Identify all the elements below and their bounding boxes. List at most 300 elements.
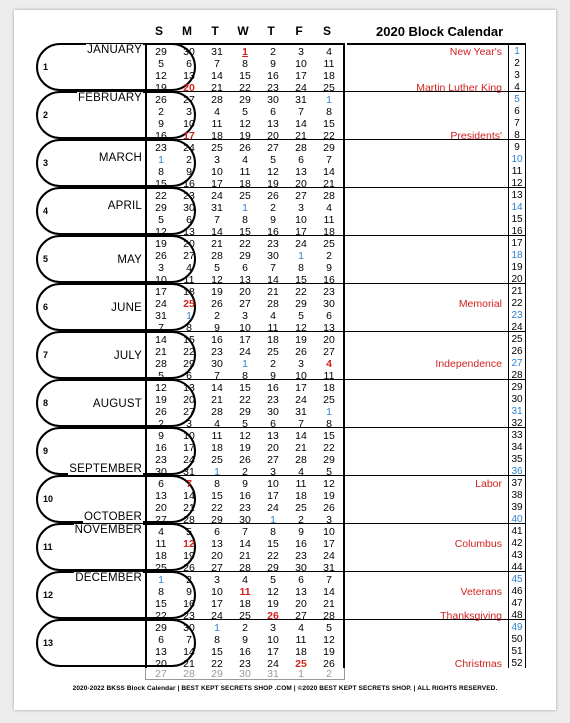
holiday-label: Labor (475, 478, 502, 490)
date-cell: 2 (186, 154, 192, 166)
week-number: 21 (511, 286, 523, 297)
date-cell: 31 (183, 466, 195, 478)
date-cell: 4 (298, 466, 304, 478)
date-cell: 21 (323, 598, 335, 610)
date-cell: 7 (214, 58, 220, 70)
date-cell: 23 (211, 346, 223, 358)
date-cell: 13 (183, 382, 195, 394)
date-cell: 22 (183, 346, 195, 358)
week-number: 22 (511, 298, 523, 309)
date-cell: 20 (323, 334, 335, 346)
block-number: 12 (43, 590, 54, 600)
extra-date-cell: 1 (298, 668, 304, 680)
date-cell: 15 (155, 598, 167, 610)
week-number: 17 (511, 238, 523, 249)
date-cell: 13 (267, 430, 279, 442)
week-number: 4 (514, 82, 520, 93)
date-cell: 21 (155, 346, 167, 358)
date-cell: 29 (267, 562, 279, 574)
date-cell: 13 (295, 586, 307, 598)
date-cell: 8 (186, 322, 192, 334)
week-number: 8 (514, 130, 520, 141)
date-cell: 27 (239, 298, 251, 310)
date-cell: 5 (326, 466, 332, 478)
date-cell: 20 (155, 658, 167, 670)
date-cell: 28 (239, 562, 251, 574)
date-cell: 11 (239, 586, 251, 598)
block-number: 10 (43, 494, 54, 504)
date-cell: 4 (326, 358, 332, 370)
date-cell: 26 (295, 346, 307, 358)
date-cell: 10 (239, 322, 251, 334)
date-cell: 9 (298, 526, 304, 538)
date-cell: 27 (295, 610, 307, 622)
date-cell: 30 (211, 358, 223, 370)
date-cell: 24 (211, 610, 223, 622)
month-label: JULY (113, 350, 142, 362)
block-number: 4 (43, 206, 49, 216)
date-cell: 10 (211, 586, 223, 598)
date-cell: 9 (242, 478, 248, 490)
date-cell: 2 (158, 418, 164, 430)
date-cell: 5 (242, 106, 248, 118)
week-number: 9 (514, 142, 520, 153)
date-cell: 18 (211, 442, 223, 454)
date-cell: 2 (270, 46, 276, 58)
date-cell: 19 (183, 550, 195, 562)
date-cell: 28 (295, 454, 307, 466)
date-cell: 16 (267, 382, 279, 394)
date-cell: 25 (323, 394, 335, 406)
date-cell: 19 (267, 598, 279, 610)
date-cell: 24 (183, 142, 195, 154)
extra-date-cell: 28 (183, 668, 195, 680)
date-cell: 27 (155, 514, 167, 526)
date-cell: 20 (183, 82, 195, 94)
date-cell: 23 (239, 502, 251, 514)
date-cell: 1 (186, 310, 192, 322)
date-cell: 5 (242, 418, 248, 430)
date-cell: 6 (242, 262, 248, 274)
weekday-5: F (295, 24, 303, 38)
date-cell: 29 (155, 46, 167, 58)
week-number: 12 (511, 178, 523, 189)
date-cell: 8 (242, 214, 248, 226)
date-cell: 21 (211, 82, 223, 94)
week-number: 34 (511, 442, 523, 453)
date-cell: 23 (155, 454, 167, 466)
weekday-2: T (211, 24, 219, 38)
holiday-label: Martin Luther King (416, 82, 502, 94)
date-cell: 25 (267, 346, 279, 358)
date-cell: 24 (267, 658, 279, 670)
date-cell: 31 (211, 46, 223, 58)
date-cell: 20 (183, 394, 195, 406)
date-cell: 21 (211, 394, 223, 406)
date-cell: 7 (186, 634, 192, 646)
date-cell: 13 (183, 226, 195, 238)
date-cell: 3 (186, 106, 192, 118)
date-cell: 23 (239, 658, 251, 670)
date-cell: 9 (270, 58, 276, 70)
date-cell: 15 (267, 538, 279, 550)
date-cell: 15 (183, 334, 195, 346)
date-cell: 17 (295, 70, 307, 82)
date-cell: 14 (295, 118, 307, 130)
date-cell: 24 (295, 82, 307, 94)
date-cell: 12 (267, 586, 279, 598)
date-cell: 3 (214, 154, 220, 166)
date-cell: 15 (239, 226, 251, 238)
date-cell: 26 (267, 190, 279, 202)
week-number: 37 (511, 478, 523, 489)
date-cell: 5 (186, 526, 192, 538)
date-cell: 19 (323, 490, 335, 502)
date-cell: 18 (239, 598, 251, 610)
date-cell: 23 (155, 142, 167, 154)
date-cell: 28 (183, 514, 195, 526)
week-number: 24 (511, 322, 523, 333)
date-cell: 14 (183, 646, 195, 658)
date-cell: 23 (183, 190, 195, 202)
date-cell: 6 (186, 58, 192, 70)
date-cell: 3 (298, 46, 304, 58)
date-cell: 3 (158, 262, 164, 274)
date-cell: 20 (155, 502, 167, 514)
date-cell: 6 (158, 634, 164, 646)
date-cell: 11 (155, 538, 167, 550)
date-cell: 1 (326, 94, 332, 106)
month-label: JUNE (111, 302, 142, 314)
date-cell: 8 (242, 58, 248, 70)
date-cell: 25 (323, 82, 335, 94)
date-cell: 12 (211, 274, 223, 286)
date-cell: 29 (155, 202, 167, 214)
date-cell: 19 (239, 130, 251, 142)
date-cell: 7 (242, 526, 248, 538)
date-cell: 22 (239, 82, 251, 94)
date-cell: 9 (186, 166, 192, 178)
date-cell: 12 (155, 226, 167, 238)
date-cell: 29 (295, 298, 307, 310)
week-number: 27 (511, 358, 523, 369)
date-cell: 23 (267, 82, 279, 94)
month-label: JANUARY (87, 44, 142, 56)
date-cell: 27 (267, 142, 279, 154)
week-number: 14 (511, 202, 523, 213)
week-number: 45 (511, 574, 523, 585)
week-number: 29 (511, 382, 523, 393)
date-cell: 12 (323, 634, 335, 646)
date-cell: 3 (242, 310, 248, 322)
date-cell: 15 (323, 430, 335, 442)
date-cell: 13 (267, 118, 279, 130)
date-cell: 17 (211, 598, 223, 610)
date-cell: 24 (267, 502, 279, 514)
date-cell: 3 (298, 202, 304, 214)
calendar-page (14, 10, 556, 710)
date-cell: 31 (295, 406, 307, 418)
date-cell: 8 (270, 526, 276, 538)
date-cell: 26 (239, 454, 251, 466)
date-cell: 1 (158, 154, 164, 166)
week-number: 16 (511, 226, 523, 237)
date-cell: 9 (270, 370, 276, 382)
date-cell: 5 (214, 262, 220, 274)
date-cell: 31 (211, 202, 223, 214)
date-cell: 29 (155, 622, 167, 634)
date-cell: 27 (267, 454, 279, 466)
date-cell: 4 (158, 526, 164, 538)
block-number: 6 (43, 302, 49, 312)
date-cell: 5 (270, 574, 276, 586)
week-number: 44 (511, 562, 523, 573)
date-cell: 14 (323, 166, 335, 178)
date-cell: 26 (239, 142, 251, 154)
date-cell: 29 (239, 406, 251, 418)
date-cell: 30 (183, 46, 195, 58)
date-cell: 30 (295, 562, 307, 574)
holiday-label: Independence (435, 358, 502, 370)
date-cell: 23 (323, 286, 335, 298)
date-cell: 17 (239, 334, 251, 346)
date-cell: 10 (183, 430, 195, 442)
date-cell: 17 (155, 286, 167, 298)
date-cell: 12 (239, 118, 251, 130)
date-cell: 1 (326, 406, 332, 418)
date-cell: 28 (323, 190, 335, 202)
date-cell: 4 (214, 106, 220, 118)
date-cell: 30 (267, 250, 279, 262)
date-cell: 3 (326, 514, 332, 526)
date-cell: 11 (323, 58, 335, 70)
week-number: 2 (514, 58, 520, 69)
date-cell: 9 (326, 262, 332, 274)
extra-date-cell: 27 (155, 668, 167, 680)
date-cell: 21 (267, 286, 279, 298)
date-cell: 10 (295, 370, 307, 382)
date-cell: 22 (267, 550, 279, 562)
week-number: 31 (511, 406, 523, 417)
date-cell: 18 (155, 550, 167, 562)
week-number: 25 (511, 334, 523, 345)
date-cell: 6 (270, 418, 276, 430)
date-cell: 27 (295, 190, 307, 202)
week-number: 6 (514, 106, 520, 117)
date-cell: 30 (239, 514, 251, 526)
date-cell: 3 (214, 574, 220, 586)
date-cell: 11 (211, 118, 223, 130)
block-number: 11 (43, 542, 53, 552)
date-cell: 22 (239, 238, 251, 250)
date-cell: 30 (267, 94, 279, 106)
week-number: 35 (511, 454, 523, 465)
date-cell: 5 (270, 154, 276, 166)
date-cell: 8 (158, 586, 164, 598)
date-cell: 4 (186, 262, 192, 274)
date-cell: 10 (323, 526, 335, 538)
date-cell: 6 (326, 310, 332, 322)
date-cell: 18 (323, 70, 335, 82)
date-cell: 22 (155, 190, 167, 202)
date-cell: 8 (242, 370, 248, 382)
date-cell: 7 (298, 418, 304, 430)
date-cell: 3 (298, 358, 304, 370)
week-number: 30 (511, 394, 523, 405)
date-cell: 20 (239, 286, 251, 298)
date-cell: 17 (183, 442, 195, 454)
holiday-label: Memorial (458, 298, 502, 310)
date-cell: 8 (298, 262, 304, 274)
date-cell: 12 (323, 478, 335, 490)
date-cell: 14 (155, 334, 167, 346)
date-cell: 31 (295, 94, 307, 106)
block-number: 13 (43, 638, 54, 648)
week-number: 20 (511, 274, 523, 285)
date-cell: 11 (239, 166, 251, 178)
block-number: 3 (43, 158, 49, 168)
date-cell: 12 (295, 322, 307, 334)
date-cell: 4 (242, 574, 248, 586)
block-number: 7 (43, 350, 49, 360)
date-cell: 12 (267, 166, 279, 178)
week-number: 48 (511, 610, 523, 621)
date-cell: 6 (186, 214, 192, 226)
date-cell: 2 (186, 574, 192, 586)
date-cell: 22 (239, 394, 251, 406)
date-cell: 11 (323, 214, 335, 226)
date-cell: 19 (155, 82, 167, 94)
week-number: 5 (514, 94, 520, 105)
date-cell: 18 (211, 130, 223, 142)
date-cell: 26 (155, 250, 167, 262)
date-cell: 22 (155, 610, 167, 622)
date-cell: 21 (323, 178, 335, 190)
date-cell: 29 (323, 142, 335, 154)
block-number: 8 (43, 398, 49, 408)
date-cell: 1 (242, 358, 248, 370)
week-number: 33 (511, 430, 523, 441)
month-label: AUGUST (92, 398, 142, 410)
date-cell: 5 (158, 214, 164, 226)
date-cell: 17 (295, 226, 307, 238)
date-cell: 28 (295, 142, 307, 154)
date-cell: 12 (155, 382, 167, 394)
date-cell: 21 (183, 658, 195, 670)
date-cell: 9 (186, 586, 192, 598)
date-cell: 14 (239, 538, 251, 550)
date-cell: 16 (211, 334, 223, 346)
date-cell: 11 (295, 478, 307, 490)
date-cell: 26 (155, 94, 167, 106)
holiday-label: New Year's (449, 46, 502, 58)
date-cell: 19 (211, 286, 223, 298)
date-cell: 2 (158, 106, 164, 118)
date-cell: 10 (295, 214, 307, 226)
date-cell: 7 (298, 106, 304, 118)
date-cell: 13 (239, 274, 251, 286)
date-cell: 26 (155, 406, 167, 418)
date-cell: 5 (158, 58, 164, 70)
date-cell: 8 (326, 418, 332, 430)
date-cell: 4 (242, 154, 248, 166)
week-number: 3 (514, 70, 520, 81)
week-number: 50 (511, 634, 523, 645)
date-cell: 15 (239, 70, 251, 82)
date-cell: 10 (211, 166, 223, 178)
footer-text: 2020-2022 BKSS Block Calendar | BEST KEPT SECRETS SHOP .COM | ©2020 BEST KEPT SECRETS SHOP. | ALL RIGHTS RESERVED. (72, 685, 498, 692)
date-cell: 24 (239, 346, 251, 358)
date-cell: 25 (323, 238, 335, 250)
date-cell: 30 (183, 202, 195, 214)
week-number: 43 (511, 550, 523, 561)
date-cell: 29 (239, 94, 251, 106)
date-cell: 17 (295, 382, 307, 394)
date-cell: 17 (267, 646, 279, 658)
date-cell: 8 (214, 478, 220, 490)
date-cell: 9 (158, 430, 164, 442)
date-cell: 4 (326, 202, 332, 214)
date-cell: 14 (211, 70, 223, 82)
date-cell: 1 (214, 466, 220, 478)
week-number: 18 (511, 250, 523, 261)
date-cell: 22 (323, 130, 335, 142)
date-cell: 15 (323, 118, 335, 130)
date-cell: 10 (295, 58, 307, 70)
date-cell: 24 (295, 394, 307, 406)
date-cell: 2 (242, 466, 248, 478)
date-cell: 10 (267, 634, 279, 646)
date-cell: 13 (295, 166, 307, 178)
date-cell: 28 (211, 94, 223, 106)
date-cell: 30 (183, 622, 195, 634)
date-cell: 16 (155, 130, 167, 142)
date-cell: 23 (267, 238, 279, 250)
date-cell: 26 (323, 658, 335, 670)
date-cell: 13 (183, 70, 195, 82)
holiday-label: Christmas (454, 658, 502, 670)
date-cell: 21 (295, 130, 307, 142)
date-cell: 7 (186, 478, 192, 490)
date-cell: 15 (295, 274, 307, 286)
date-cell: 15 (155, 178, 167, 190)
date-cell: 25 (239, 190, 251, 202)
date-cell: 16 (267, 70, 279, 82)
extra-date-cell: 30 (239, 668, 251, 680)
date-cell: 18 (239, 178, 251, 190)
month-label: MAY (117, 254, 142, 266)
date-cell: 20 (267, 442, 279, 454)
date-cell: 22 (323, 442, 335, 454)
date-cell: 7 (214, 370, 220, 382)
date-cell: 11 (211, 430, 223, 442)
date-cell: 18 (267, 334, 279, 346)
week-number: 38 (511, 490, 523, 501)
date-cell: 9 (270, 214, 276, 226)
date-cell: 17 (267, 490, 279, 502)
date-cell: 27 (183, 94, 195, 106)
date-cell: 24 (323, 550, 335, 562)
date-cell: 26 (211, 298, 223, 310)
date-cell: 21 (211, 238, 223, 250)
date-cell: 8 (158, 166, 164, 178)
date-cell: 5 (326, 622, 332, 634)
week-number: 42 (511, 538, 523, 549)
date-cell: 27 (183, 406, 195, 418)
week-number: 28 (511, 370, 523, 381)
month-label: OCTOBER (83, 511, 142, 523)
week-number: 32 (511, 418, 523, 429)
